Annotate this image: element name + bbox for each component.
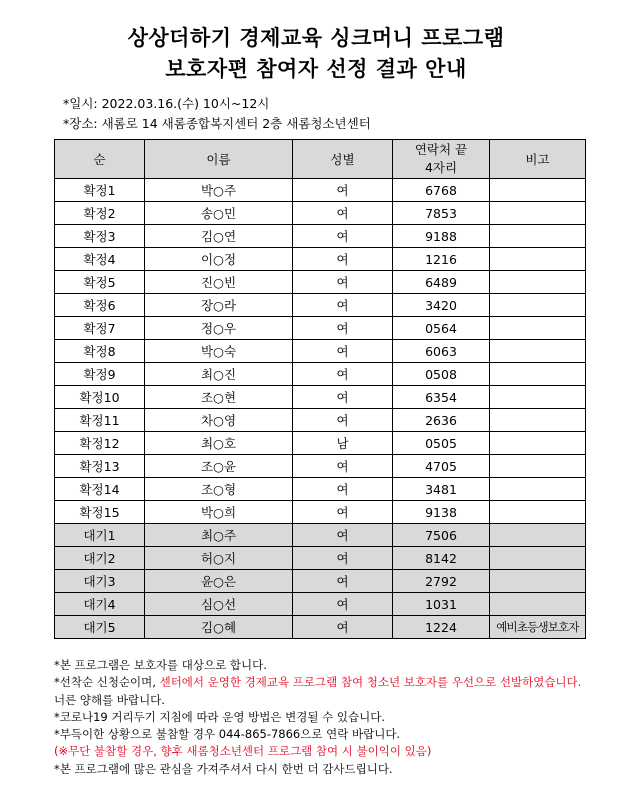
cell-order: 확정13 [55, 455, 145, 478]
cell-note [490, 478, 586, 501]
note-target: *본 프로그램은 보호자를 대상으로 합니다. [54, 658, 267, 672]
table-row [55, 386, 586, 409]
cell-name: 최○진 [145, 363, 293, 386]
cell-gender: 여 [293, 363, 393, 386]
column-header-order: 순 [55, 140, 145, 179]
cell-order: 확정7 [55, 317, 145, 340]
participant-table [54, 139, 586, 639]
cell-note [490, 501, 586, 524]
column-header-contact-line1: 연락처 끝 [414, 142, 468, 157]
table-row [55, 409, 586, 432]
cell-note [490, 524, 586, 547]
note-thanks: *본 프로그램에 많은 관심을 가져주셔서 다시 한번 더 감사드립니다. [54, 761, 393, 776]
cell-order: 대기5 [55, 616, 145, 639]
cell-gender: 여 [293, 616, 393, 639]
table-row [55, 271, 586, 294]
table-row [55, 501, 586, 524]
cell-contact: 1224 [393, 616, 490, 639]
cell-note [490, 179, 586, 202]
cell-gender: 여 [293, 524, 393, 547]
table-row-waitlist [55, 547, 586, 570]
cell-contact: 3481 [393, 478, 490, 501]
table-row-waitlist [55, 524, 586, 547]
cell-contact: 2636 [393, 409, 490, 432]
event-date: *일시: 2022.03.16.(수) 10시~12시 [63, 96, 270, 111]
column-header-contact-line2: 4자리 [424, 160, 458, 175]
cell-note [490, 271, 586, 294]
cell-order: 확정12 [55, 432, 145, 455]
cell-note [490, 225, 586, 248]
cell-name: 조○윤 [145, 455, 293, 478]
cell-gender: 여 [293, 409, 393, 432]
column-header-note: 비고 [490, 140, 586, 179]
cell-gender: 여 [293, 570, 393, 593]
cell-name: 박○주 [145, 179, 293, 202]
cell-contact: 0508 [393, 363, 490, 386]
cell-note [490, 455, 586, 478]
cell-name: 조○현 [145, 386, 293, 409]
cell-name: 차○영 [145, 409, 293, 432]
cell-contact: 6354 [393, 386, 490, 409]
cell-order: 대기4 [55, 593, 145, 616]
cell-contact: 9138 [393, 501, 490, 524]
column-header-contact [393, 140, 490, 179]
table-row [55, 432, 586, 455]
cell-note [490, 202, 586, 225]
table-row [55, 340, 586, 363]
event-place: *장소: 새롬로 14 새롬종합복지센터 2층 새롬청소년센터 [63, 116, 371, 131]
cell-contact: 7506 [393, 524, 490, 547]
cell-order: 대기2 [55, 547, 145, 570]
cell-contact: 6489 [393, 271, 490, 294]
cell-gender: 여 [293, 547, 393, 570]
cell-gender: 여 [293, 248, 393, 271]
cell-name: 정○우 [145, 317, 293, 340]
cell-gender: 여 [293, 386, 393, 409]
cell-note: 예비초등생보호자 [490, 616, 586, 639]
cell-note [490, 593, 586, 616]
cell-contact: 7853 [393, 202, 490, 225]
cell-order: 확정14 [55, 478, 145, 501]
note-selection [54, 674, 581, 691]
cell-name: 윤○은 [145, 570, 293, 593]
cell-contact: 8142 [393, 547, 490, 570]
cell-gender: 여 [293, 317, 393, 340]
cell-order: 확정8 [55, 340, 145, 363]
cell-note [490, 317, 586, 340]
cell-name: 장○라 [145, 294, 293, 317]
cell-gender: 여 [293, 202, 393, 225]
cell-order: 확정5 [55, 271, 145, 294]
cell-gender: 여 [293, 593, 393, 616]
column-header-name: 이름 [145, 140, 293, 179]
cell-name: 조○형 [145, 478, 293, 501]
cell-order: 대기3 [55, 570, 145, 593]
cell-gender: 남 [293, 432, 393, 455]
cell-name: 최○호 [145, 432, 293, 455]
note-selection-highlight: 센터에서 운영한 경제교육 프로그램 참여 청소년 보호자를 우선으로 선발하였습니다. [159, 675, 582, 690]
cell-contact: 4705 [393, 455, 490, 478]
cell-gender: 여 [293, 271, 393, 294]
note-contact: *부득이한 상황으로 불참할 경우 044-865-7866으로 연락 바랍니다. [54, 727, 401, 742]
page-title-line2: 보호자편 참여자 선정 결과 안내 [165, 57, 467, 81]
cell-contact: 1031 [393, 593, 490, 616]
cell-contact: 9188 [393, 225, 490, 248]
table-row [55, 179, 586, 202]
cell-order: 확정9 [55, 363, 145, 386]
cell-note [490, 432, 586, 455]
cell-note [490, 547, 586, 570]
cell-name: 심○선 [145, 593, 293, 616]
cell-gender: 여 [293, 340, 393, 363]
cell-name: 이○정 [145, 248, 293, 271]
table-row-waitlist [55, 616, 586, 639]
cell-order: 확정2 [55, 202, 145, 225]
cell-name: 박○희 [145, 501, 293, 524]
cell-gender: 여 [293, 179, 393, 202]
cell-note [490, 294, 586, 317]
cell-order: 대기1 [55, 524, 145, 547]
cell-note [490, 248, 586, 271]
table-row [55, 317, 586, 340]
cell-contact: 6063 [393, 340, 490, 363]
cell-name: 송○민 [145, 202, 293, 225]
cell-gender: 여 [293, 225, 393, 248]
cell-gender: 여 [293, 294, 393, 317]
cell-order: 확정3 [55, 225, 145, 248]
cell-name: 최○주 [145, 524, 293, 547]
cell-note [490, 386, 586, 409]
cell-gender: 여 [293, 478, 393, 501]
cell-name: 박○숙 [145, 340, 293, 363]
table-row [55, 248, 586, 271]
cell-order: 확정10 [55, 386, 145, 409]
note-covid: *코로나19 거리두기 지침에 따라 운영 방법은 변경될 수 있습니다. [54, 709, 386, 724]
table-row [55, 478, 586, 501]
cell-order: 확정4 [55, 248, 145, 271]
column-header-gender: 성별 [293, 140, 393, 179]
cell-note [490, 570, 586, 593]
table-row [55, 294, 586, 317]
cell-order: 확정11 [55, 409, 145, 432]
table-header-row [55, 140, 586, 179]
cell-order: 확정6 [55, 294, 145, 317]
cell-order: 확정15 [55, 501, 145, 524]
cell-contact: 0505 [393, 432, 490, 455]
cell-name: 진○빈 [145, 271, 293, 294]
notes-section [54, 657, 581, 778]
page-title-line1: 상상더하기 경제교육 싱크머니 프로그램 [127, 26, 505, 50]
cell-note [490, 340, 586, 363]
table-row [55, 225, 586, 248]
cell-contact: 2792 [393, 570, 490, 593]
cell-contact: 3420 [393, 294, 490, 317]
table-row [55, 363, 586, 386]
cell-name: 김○혜 [145, 616, 293, 639]
table-row-waitlist [55, 593, 586, 616]
note-warning: (※무단 불참할 경우, 향후 새롬청소년센터 프로그램 참여 시 불이익이 있음) [54, 744, 432, 759]
cell-order: 확정1 [55, 179, 145, 202]
table-row-waitlist [55, 570, 586, 593]
cell-gender: 여 [293, 501, 393, 524]
cell-gender: 여 [293, 455, 393, 478]
cell-name: 허○지 [145, 547, 293, 570]
cell-contact: 1216 [393, 248, 490, 271]
cell-contact: 0564 [393, 317, 490, 340]
note-selection-continued: 너른 양해를 바랍니다. [54, 692, 165, 707]
table-row [55, 202, 586, 225]
table-row [55, 455, 586, 478]
note-selection-prefix: *선착순 신청순이며, [54, 675, 160, 690]
cell-note [490, 363, 586, 386]
cell-contact: 6768 [393, 179, 490, 202]
cell-name: 김○연 [145, 225, 293, 248]
cell-note [490, 409, 586, 432]
